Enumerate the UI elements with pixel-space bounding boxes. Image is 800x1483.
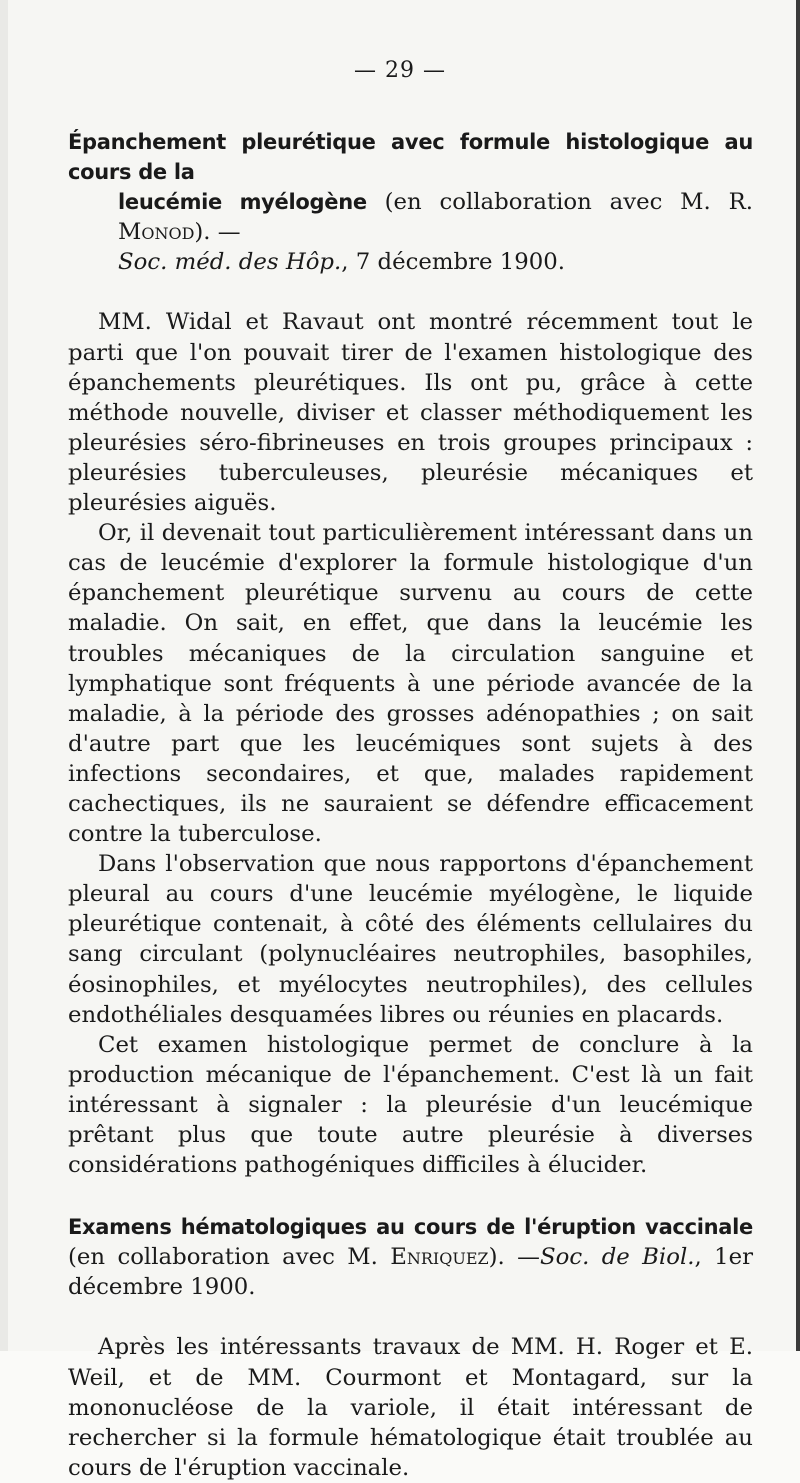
paragraph: Cet examen histologique permet de conclure à la production mécanique de l'épanchement. C'est là un fait intéressant à signaler : la pleurésie d'un leucémique prêtant plus que toute autre pleurésie à diverses considérations pathogéniques difficiles à élucider. (68, 1031, 753, 1179)
collab-name: Monod (118, 219, 195, 246)
paragraph: Or, il devenait tout particulièrement intéressant dans un cas de leucémie d'explorer la formule histologique d'un épanchement pleurétique survenu au cours de cette maladie. On sait, en effet, que dans la leucémie les troubles mécaniques de la circulation sanguine et lymphatique sont fréquents à une période avancée de la maladie, à la période des grosses adénopathies ; on sait d'autre part que les leucémiques sont sujets à des infections secondaires, et que, malades rapidement cachectiques, ils ne sauraient se défendre efficacement contre la tuberculose. (68, 520, 753, 848)
page-content (68, 127, 753, 1483)
page-edge (796, 0, 800, 1351)
collab-prefix: (en collaboration avec M. R. (366, 189, 753, 216)
source-date: , 7 décembre 1900. (341, 249, 565, 276)
entry-heading (68, 1212, 753, 1302)
entry-heading (68, 127, 753, 277)
collab-suffix: ). — (488, 1244, 540, 1271)
collab-name: Enriquez (390, 1244, 489, 1271)
paragraph: Après les intéressants travaux de MM. H. Roger et E. Weil, et de MM. Courmont et Montagard, sur la mononucléose de la variole, il était intéressant de rechercher si la formule hématologique était troublée au cours de l'éruption vaccinale. (68, 1334, 753, 1481)
collab-suffix: ). — (194, 219, 241, 246)
entry-title: Examens hématologiques au cours de l'éruption vaccinale (68, 1215, 753, 1240)
paragraph: Dans l'observation que nous rapportons d'épanchement pleural au cours d'une leucémie myélogène, le liquide pleurétique contenait, à côté des éléments cellulaires du sang circulant (polynucléaires neutrophiles, basophiles, éosinophiles, et myélocytes neutrophiles), des cellules endothéliales desquamées libres ou réunies en placards. (68, 851, 753, 1028)
page-number: — 29 — (354, 58, 446, 83)
source-journal: Soc. de Biol. (539, 1244, 695, 1271)
source-journal: Soc. méd. des Hôp. (118, 249, 342, 276)
entry-title-line1: Épanchement pleurétique avec formule histologique au cours de la (68, 130, 753, 185)
collab-prefix: (en collaboration avec M. (68, 1244, 391, 1271)
entry-title-line2: leucémie myélogène (118, 190, 367, 215)
source-date: , 1er décembre 1900. (68, 1244, 754, 1301)
paragraph: MM. Widal et Ravaut ont montré récemment tout le parti que l'on pouvait tirer de l'examen histologique des épanchements pleurétiques. Ils ont pu, grâce à cette méthode nouvelle, diviser et classer méthodiquement les pleurésies séro-fibrineuses en trois groupes principaux : pleurésies tuberculeuses, pleurésie mécaniques et pleurésies aiguës. (68, 309, 753, 517)
entry-heading-continuation (68, 187, 753, 277)
